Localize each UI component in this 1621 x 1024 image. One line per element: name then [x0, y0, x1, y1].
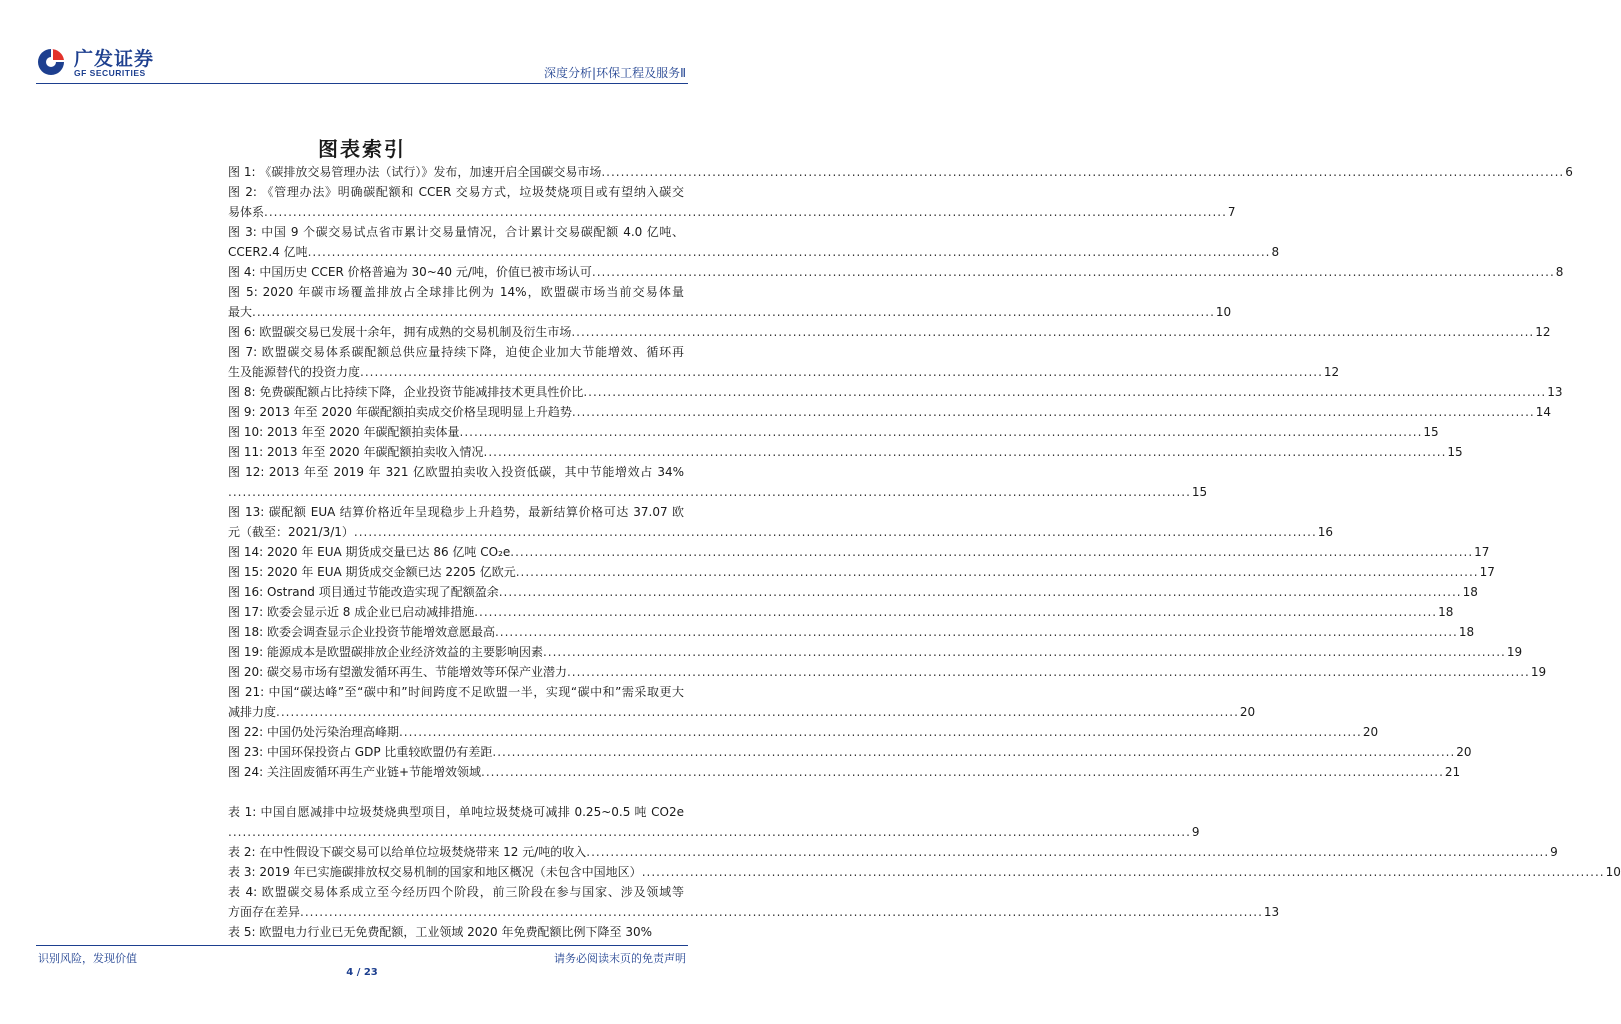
entry-page: 20 [1239, 705, 1256, 719]
dot-leader: ........................................................................................................................................................................................................ [264, 205, 1227, 219]
page-title: 图表索引 [318, 137, 406, 161]
figure-index-entry[interactable] [228, 722, 1379, 742]
gf-logo-icon [36, 47, 66, 77]
entry-page: 16 [1317, 525, 1334, 539]
entry-label: 图 22: [228, 725, 264, 739]
figure-index-entry[interactable] [228, 262, 1564, 282]
figure-index-entry[interactable] [228, 502, 1334, 542]
entry-text-continued: 最大 [228, 305, 253, 319]
figure-index-entry[interactable] [228, 742, 1472, 762]
figure-index-entry[interactable] [228, 282, 1232, 322]
entry-label: 图 8: [228, 385, 256, 399]
entry-first-line [228, 182, 684, 202]
dot-leader: ........................................................................................................................................................................................................ [601, 165, 1565, 179]
figure-index-entry[interactable] [228, 462, 1208, 502]
entry-second-line [228, 702, 1256, 722]
entry-label: 图 2: [228, 185, 257, 199]
entry-page: 18 [1458, 625, 1475, 639]
entry-page: 15 [1423, 425, 1439, 439]
entry-page: 9 [1191, 825, 1200, 839]
entry-text-continued: 元（截至：2021/3/1） [228, 525, 354, 539]
table-index-entry[interactable] [228, 882, 1280, 922]
entry-text-continued: 方面存在差异 [228, 905, 301, 919]
dot-leader: ........................................................................................................................................................................................................ [515, 565, 1479, 579]
entry-label: 图 18: [228, 625, 264, 639]
figure-index-entry[interactable] [228, 762, 1461, 782]
entry-page: 10 [1215, 305, 1232, 319]
entry-page: 13 [1263, 905, 1280, 919]
entry-text: 欧盟碳交易体系成立至今经历四个阶段，前三阶段在参与国家、涉及领域等 [261, 885, 684, 899]
entry-label: 表 1: [228, 805, 257, 819]
entry-title [228, 562, 516, 582]
table-index-entry[interactable] [228, 802, 1200, 842]
entry-label: 表 3: [228, 865, 256, 879]
entry-title [228, 382, 583, 402]
dot-leader: ........................................................................................................................................................................................................ [481, 765, 1444, 779]
entry-text: 免费碳配额占比持续下降，企业投资节能减排技术更具性价比 [259, 385, 584, 399]
entry-second-line [228, 362, 1340, 382]
report-category: 深度分析|环保工程及服务Ⅱ [544, 66, 686, 80]
dot-leader: ........................................................................................................................................................................................................ [571, 325, 1535, 339]
entry-label: 图 3: [228, 225, 257, 239]
entry-text: 2020 年 EUA 期货成交金额已达 2205 亿欧元 [266, 565, 516, 579]
entry-text: 中国历史 CCER 价格普遍为 30~40 元/吨，价值已被市场认可 [259, 265, 592, 279]
entry-text-continued: 生及能源替代的投资力度 [228, 365, 361, 379]
figure-index-entry[interactable] [228, 402, 1552, 422]
figure-index-entry[interactable] [228, 642, 1523, 662]
entry-label: 图 14: [228, 545, 264, 559]
entry-second-line [228, 482, 1208, 502]
entry-second-line [228, 202, 1236, 222]
entry-second-line [228, 902, 1280, 922]
table-index-entry[interactable] [228, 862, 1621, 882]
dot-leader: ........................................................................................................................................................................................................ [498, 585, 1462, 599]
dot-leader: ........................................................................................................................................................................................................ [300, 905, 1263, 919]
dot-leader: ........................................................................................................................................................................................................ [353, 525, 1317, 539]
figure-index-entry[interactable] [228, 622, 1475, 642]
entry-first-line [228, 802, 684, 822]
entry-second-line [228, 242, 1280, 262]
entry-text: 《管理办法》明确碳配额和 CCER 交易方式，垃圾焚烧项目或有望纳入碳交 [261, 185, 684, 199]
dot-leader: ........................................................................................................................................................................................................ [494, 625, 1458, 639]
entry-page: 10 [1605, 865, 1621, 879]
entry-text: 欧委会调查显示企业投资节能增效意愿最高 [266, 625, 495, 639]
entry-label: 图 15: [228, 565, 264, 579]
entry-title [228, 662, 567, 682]
entry-text: 中国环保投资占 GDP 比重较欧盟仍有差距 [266, 745, 493, 759]
entry-text-continued: CCER2.4 亿吨 [228, 245, 308, 259]
chart-index-list [228, 162, 1621, 942]
dot-leader: ........................................................................................................................................................................................................ [641, 865, 1605, 879]
dot-leader: ........................................................................................................................................................................................................ [483, 445, 1447, 459]
entry-page: 12 [1535, 325, 1551, 339]
entry-title [228, 642, 543, 662]
figure-index-entry[interactable] [228, 662, 1547, 682]
dot-leader: ........................................................................................................................................................................................................ [510, 545, 1474, 559]
entry-title [228, 762, 481, 782]
figure-index-entry[interactable] [228, 602, 1454, 622]
dot-leader: ........................................................................................................................................................................................................ [398, 725, 1362, 739]
dot-leader: ........................................................................................................................................................................................................ [586, 845, 1550, 859]
entry-text: 碳交易市场有望激发循环再生、节能增效等环保产业潜力 [266, 665, 567, 679]
entry-page: 7 [1227, 205, 1236, 219]
entry-page: 20 [1362, 725, 1379, 739]
figure-index-entry[interactable] [228, 422, 1439, 442]
entry-first-line [228, 682, 684, 702]
entry-page: 14 [1535, 405, 1552, 419]
figure-index-entry[interactable] [228, 562, 1495, 582]
entry-title [228, 602, 474, 622]
entry-text: 2013 年至 2020 年碳配额拍卖体量 [266, 425, 460, 439]
entry-page: 9 [1550, 845, 1558, 859]
entry-page: 18 [1462, 585, 1478, 599]
entry-label: 图 23: [228, 745, 264, 759]
entry-second-line [228, 522, 1334, 542]
entry-text: 能源成本是欧盟碳排放企业经济效益的主要影响因素 [266, 645, 543, 659]
figure-index-entry[interactable] [228, 582, 1478, 602]
entry-text: 欧盟碳交易体系碳配额总供应量持续下降，迫使企业加大节能增效、循环再 [261, 345, 684, 359]
page-number: 4 / 23 [346, 967, 378, 978]
entry-title [228, 162, 601, 182]
figure-index-entry[interactable] [228, 382, 1563, 402]
entry-text: 2019 年已实施碳排放权交易机制的国家和地区概况（未包含中国地区） [259, 865, 642, 879]
figure-index-entry[interactable] [228, 342, 1340, 382]
entry-label: 图 1: [228, 165, 256, 179]
figure-index-entry[interactable] [228, 322, 1551, 342]
figure-index-entry[interactable] [228, 542, 1490, 562]
entry-label: 图 4: [228, 265, 256, 279]
entry-text: 欧盟电力行业已无免费配额，工业领域 2020 年免费配额比例下降至 30% [259, 925, 652, 939]
footer-divider [36, 945, 688, 946]
footer-disclaimer: 请务必阅读末页的免责声明 [554, 952, 686, 965]
entry-label: 图 21: [228, 685, 265, 699]
figure-index-entry[interactable] [228, 162, 1573, 182]
entry-label: 图 16: [228, 585, 264, 599]
table-index-entry[interactable] [228, 842, 1558, 862]
entry-label: 表 5: [228, 925, 256, 939]
entry-text-continued: 易体系 [228, 205, 265, 219]
dot-leader: ........................................................................................................................................................................................................ [307, 245, 1271, 259]
dot-leader: ........................................................................................................................................................................................................ [542, 645, 1506, 659]
dot-leader: ........................................................................................................................................................................................................ [492, 745, 1456, 759]
header-divider [36, 83, 688, 84]
entry-first-line [228, 342, 684, 362]
entry-title [228, 622, 495, 642]
entry-label: 图 17: [228, 605, 264, 619]
entry-page: 12 [1323, 365, 1340, 379]
entry-label: 图 11: [228, 445, 264, 459]
entry-label: 图 24: [228, 765, 264, 779]
entry-first-line [228, 282, 684, 302]
dot-leader: ........................................................................................................................................................................................................ [591, 265, 1555, 279]
dot-leader: ........................................................................................................................................................................................................ [459, 425, 1423, 439]
entry-page: 19 [1530, 665, 1547, 679]
entry-title [228, 722, 399, 742]
entry-title [228, 422, 460, 442]
entry-label: 图 20: [228, 665, 264, 679]
entry-page: 20 [1456, 745, 1472, 759]
entry-page: 8 [1555, 265, 1564, 279]
table-index-entry[interactable] [228, 922, 684, 942]
dot-leader: ........................................................................................................................................................................................................ [566, 665, 1530, 679]
figure-index-entry[interactable] [228, 682, 1256, 722]
entry-text: 2013 年至 2020 年碳配额拍卖收入情况 [266, 445, 484, 459]
entry-second-line [228, 302, 1232, 322]
entry-text: 关注固废循环再生产业链+节能增效领域 [266, 765, 482, 779]
entry-label: 图 10: [228, 425, 264, 439]
entry-label: 图 13: [228, 505, 265, 519]
dot-leader: ........................................................................................................................................................................................................ [360, 365, 1323, 379]
entry-page: 21 [1444, 765, 1461, 779]
entry-text: 中国 9 个碳交易试点省市累计交易量情况，合计累计交易碳配额 4.0 亿吨、 [261, 225, 684, 239]
entry-text: 欧委会显示近 8 成企业已启动减排措施 [266, 605, 475, 619]
entry-title [228, 442, 484, 462]
entry-label: 图 5: [228, 285, 258, 299]
entry-first-line [228, 462, 684, 482]
entry-first-line [228, 222, 684, 242]
footer-slogan: 识别风险，发现价值 [38, 952, 137, 965]
entry-first-line [228, 502, 684, 522]
entry-text: 《碳排放交易管理办法（试行）》发布，加速开启全国碳交易市场 [259, 165, 602, 179]
entry-title [228, 862, 642, 882]
entry-page: 15 [1447, 445, 1463, 459]
entry-text: 中国自愿减排中垃圾焚烧典型项目，单吨垃圾焚烧可减排 0.25~0.5 吨 CO2e [260, 805, 684, 819]
entry-title [228, 262, 592, 282]
entry-page: 18 [1438, 605, 1454, 619]
figure-index-entry[interactable] [228, 182, 1236, 222]
dot-leader: ........................................................................................................................................................................................................ [276, 705, 1239, 719]
entry-page: 13 [1547, 385, 1563, 399]
entry-text: 2013 年至 2019 年 321 亿欧盟拍卖收入投资低碳，其中节能增效占 34% [268, 465, 684, 479]
entry-title [228, 322, 571, 342]
entry-text: 2020 年 EUA 期货成交量已达 86 亿吨 CO₂e [266, 545, 511, 559]
entry-text-continued: 减排力度 [228, 705, 277, 719]
entry-title [228, 402, 572, 422]
entry-text: 欧盟碳交易已发展十余年，拥有成熟的交易机制及衍生市场 [259, 325, 572, 339]
entry-text: 中国仍处污染治理高峰期 [266, 725, 399, 739]
entry-first-line [228, 882, 684, 902]
entry-label: 图 9: [228, 405, 256, 419]
entry-title [228, 582, 499, 602]
entry-label: 表 4: [228, 885, 258, 899]
entry-title [228, 842, 586, 862]
entry-text: 2020 年碳市场覆盖排放占全球排比例为 14%，欧盟碳市场当前交易体量 [262, 285, 684, 299]
dot-leader: ........................................................................................................................................................................................................ [583, 385, 1547, 399]
entry-text: 2013 年至 2020 年碳配额拍卖成交价格呈现明显上升趋势 [259, 405, 572, 419]
entry-page: 17 [1474, 545, 1490, 559]
entry-label: 表 2: [228, 845, 256, 859]
logo-english-name: GF SECURITIES [74, 68, 146, 78]
entry-text: 碳配额 EUA 结算价格近年呈现稳步上升趋势，最新结算价格可达 37.07 欧 [268, 505, 684, 519]
dot-leader: ........................................................................................................................................................................................................ [571, 405, 1535, 419]
entry-title [228, 742, 492, 762]
dot-leader: ........................................................................................................................................................................................................ [228, 485, 1191, 499]
entry-text: 在中性假设下碳交易可以给单位垃圾焚烧带来 12 元/吨的收入 [259, 845, 587, 859]
entry-page: 17 [1479, 565, 1495, 579]
logo-chinese-name: 广发证券 [74, 48, 155, 70]
entry-text: Ostrand 项目通过节能改造实现了配额盈余 [266, 585, 499, 599]
entry-label: 图 19: [228, 645, 264, 659]
entry-text: 中国“碳达峰”至“碳中和”时间跨度不足欧盟一半，实现“碳中和”需采取更大 [268, 685, 684, 699]
entry-label: 图 12: [228, 465, 265, 479]
entry-title [228, 542, 510, 562]
entry-page: 8 [1271, 245, 1280, 259]
dot-leader: ........................................................................................................................................................................................................ [474, 605, 1438, 619]
dot-leader: ........................................................................................................................................................................................................ [228, 825, 1191, 839]
company-logo [36, 44, 166, 82]
entry-title [228, 922, 652, 942]
section-gap [228, 782, 684, 802]
entry-label: 图 7: [228, 345, 258, 359]
entry-second-line [228, 822, 1200, 842]
figure-index-entry[interactable] [228, 222, 1280, 262]
entry-label: 图 6: [228, 325, 256, 339]
dot-leader: ........................................................................................................................................................................................................ [252, 305, 1215, 319]
entry-page: 6 [1565, 165, 1573, 179]
entry-page: 19 [1506, 645, 1523, 659]
entry-page: 15 [1191, 485, 1208, 499]
figure-index-entry[interactable] [228, 442, 1463, 462]
